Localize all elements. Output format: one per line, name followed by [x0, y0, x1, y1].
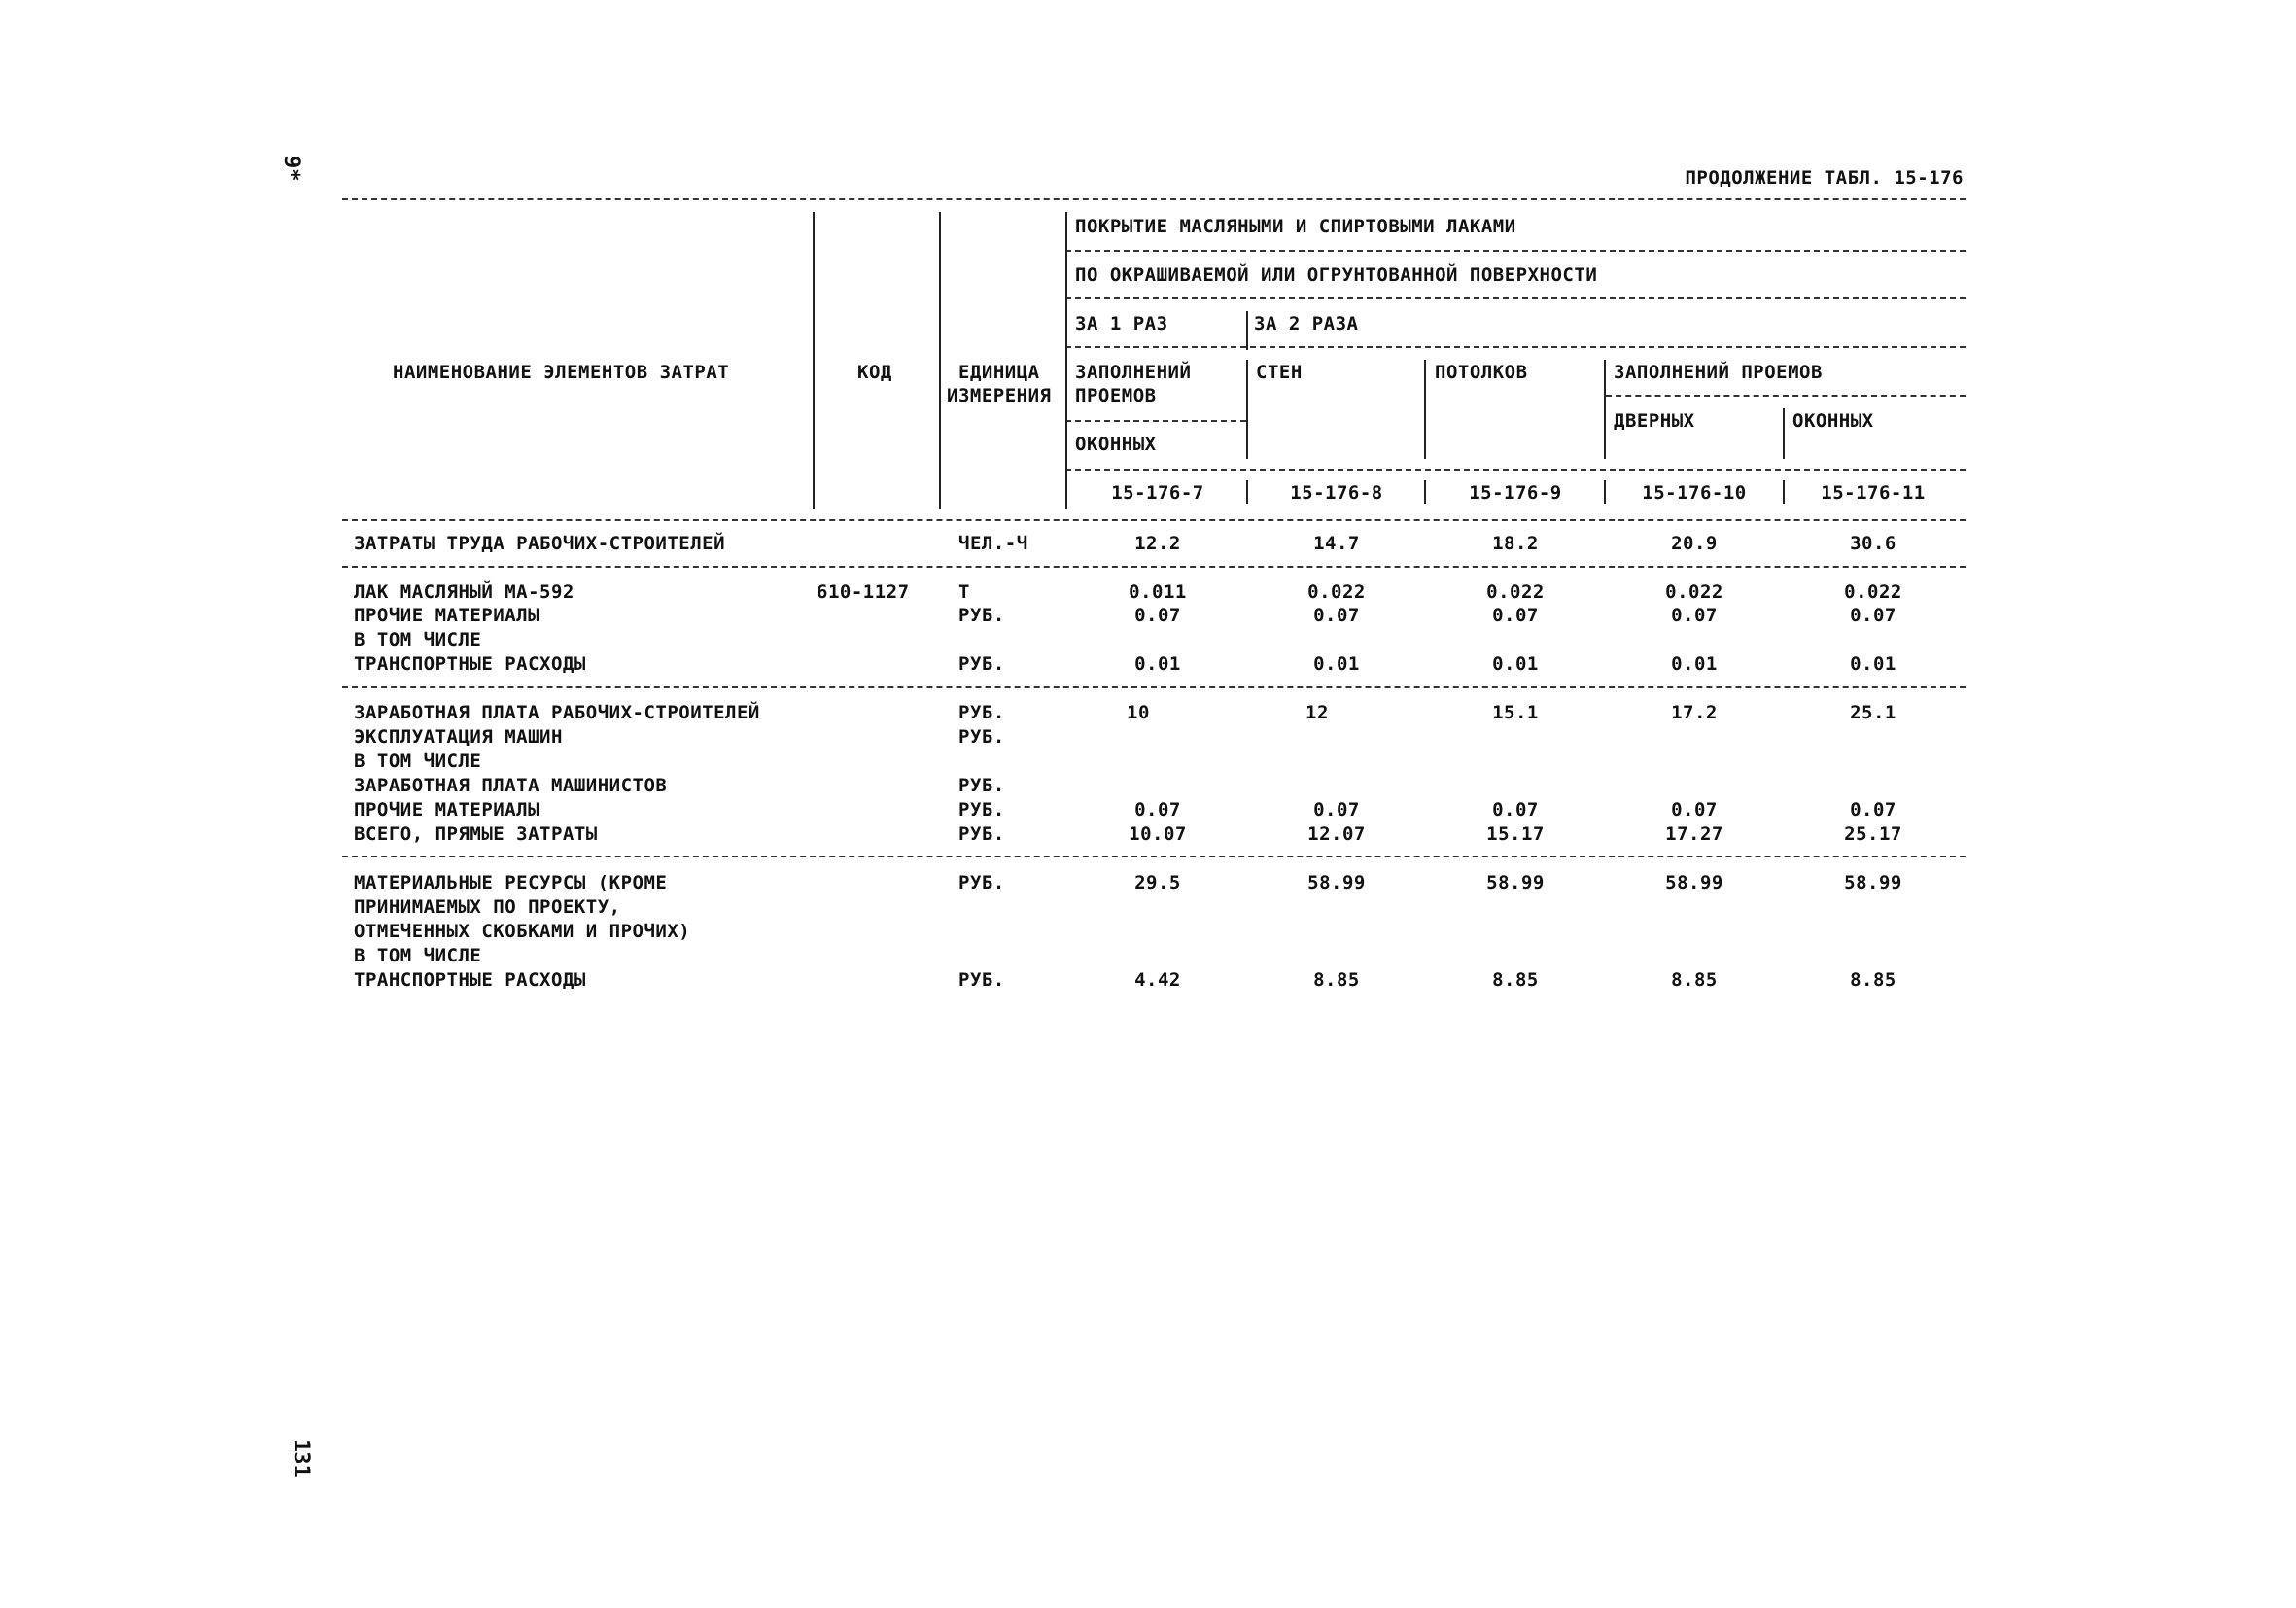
row-unit: РУБ.	[958, 702, 1005, 723]
row-value: 20.9	[1671, 533, 1718, 554]
rule-sec3	[342, 856, 1966, 857]
header-ceilings: ПОТОЛКОВ	[1435, 362, 1528, 383]
row-name: ЗАРАБОТНАЯ ПЛАТА РАБОЧИХ-СТРОИТЕЛЕЙ	[354, 702, 760, 723]
rule-h5	[1065, 420, 1246, 422]
header-unit-2: ИЗМЕРЕНИЯ	[947, 385, 1052, 406]
vrule-c4c	[1783, 480, 1785, 504]
header-windows-2: ОКОННЫХ	[1792, 410, 1874, 432]
header-code-4: 15-176-10	[1642, 482, 1747, 504]
vrule-c2c	[1424, 480, 1426, 504]
row-value: 15.1	[1492, 702, 1539, 723]
row-unit: РУБ.	[958, 823, 1005, 845]
row-value: 10.07	[1129, 823, 1187, 845]
row-name: ТРАНСПОРТНЫЕ РАСХОДЫ	[354, 969, 586, 991]
row-unit: РУБ.	[958, 872, 1005, 893]
row-name: ТРАНСПОРТНЫЕ РАСХОДЫ	[354, 653, 586, 675]
row-value: 8.85	[1850, 969, 1896, 991]
rule-h4	[1606, 395, 1966, 397]
row-name: ЭКСПЛУАТАЦИЯ МАШИН	[354, 726, 563, 748]
row-value: 12	[1305, 702, 1329, 723]
row-value: 58.99	[1665, 872, 1723, 893]
row-name: ПРОЧИЕ МАТЕРИАЛЫ	[354, 799, 540, 821]
header-fill-openings-1: ЗАПОЛНЕНИЙ	[1075, 362, 1192, 383]
row-value: 0.07	[1134, 605, 1181, 626]
margin-mark: 9*	[279, 156, 303, 182]
row-name: ОТМЕЧЕННЫХ СКОБКАМИ И ПРОЧИХ)	[354, 921, 691, 942]
row-value: 58.99	[1844, 872, 1902, 893]
row-value: 12.2	[1134, 533, 1181, 554]
row-value: 17.27	[1665, 823, 1723, 845]
rule-h1	[1065, 250, 1966, 252]
rule-sec2	[342, 686, 1966, 688]
header-name: НАИМЕНОВАНИЕ ЭЛЕМЕНТОВ ЗАТРАТ	[393, 362, 730, 383]
row-unit: РУБ.	[958, 726, 1005, 748]
row-name: МАТЕРИАЛЬНЫЕ РЕСУРСЫ (КРОМЕ	[354, 872, 668, 893]
row-value: 17.2	[1671, 702, 1718, 723]
header-group-2: ПО ОКРАШИВАЕМОЙ ИЛИ ОГРУНТОВАННОЙ ПОВЕРХНОСТИ	[1075, 264, 1598, 286]
vrule-c3c	[1604, 480, 1606, 504]
header-code-1: 15-176-7	[1111, 482, 1204, 504]
header-fill-openings-full: ЗАПОЛНЕНИЙ ПРОЕМОВ	[1614, 362, 1823, 383]
row-unit: РУБ.	[958, 775, 1005, 796]
header-doors: ДВЕРНЫХ	[1614, 410, 1695, 432]
row-value: 25.1	[1850, 702, 1896, 723]
vrule-c1	[1246, 311, 1248, 350]
row-value: 0.01	[1850, 653, 1896, 675]
row-name: ВСЕГО, ПРЯМЫЕ ЗАТРАТЫ	[354, 823, 598, 845]
vrule-c1b	[1246, 360, 1248, 459]
rule-top	[342, 198, 1966, 200]
row-value: 0.07	[1313, 605, 1360, 626]
rule-h6	[1065, 469, 1966, 471]
row-unit: ЧЕЛ.-Ч	[958, 533, 1028, 554]
header-code-5: 15-176-11	[1821, 482, 1926, 504]
row-value: 8.85	[1492, 969, 1539, 991]
row-value: 30.6	[1850, 533, 1896, 554]
row-value: 29.5	[1134, 872, 1181, 893]
row-value: 8.85	[1671, 969, 1718, 991]
row-unit: РУБ.	[958, 969, 1005, 991]
row-unit: РУБ.	[958, 653, 1005, 675]
row-value: 10	[1127, 702, 1150, 723]
header-code-2: 15-176-8	[1290, 482, 1383, 504]
row-value: 0.022	[1307, 581, 1366, 603]
row-value: 15.17	[1486, 823, 1545, 845]
row-value: 58.99	[1307, 872, 1366, 893]
row-unit: Т	[958, 581, 970, 603]
row-value: 8.85	[1313, 969, 1360, 991]
row-value: 0.022	[1844, 581, 1902, 603]
row-value: 0.01	[1671, 653, 1718, 675]
vrule-unit	[1065, 212, 1067, 509]
row-value: 0.07	[1671, 605, 1718, 626]
rule-sec1	[342, 566, 1966, 568]
vrule-c4	[1783, 408, 1785, 459]
header-unit-1: ЕДИНИЦА	[958, 362, 1040, 383]
row-name: ЗАТРАТЫ ТРУДА РАБОЧИХ-СТРОИТЕЛЕЙ	[354, 533, 726, 554]
row-value: 0.07	[1134, 799, 1181, 821]
header-once: ЗА 1 РАЗ	[1075, 313, 1168, 334]
row-value: 0.022	[1486, 581, 1545, 603]
vrule-c2	[1424, 360, 1426, 459]
vrule-code	[939, 212, 941, 509]
vrule-name	[813, 212, 815, 509]
rule-header-bottom	[342, 519, 1966, 521]
row-value: 0.01	[1313, 653, 1360, 675]
row-value: 0.07	[1313, 799, 1360, 821]
row-name: В ТОМ ЧИСЛЕ	[354, 751, 482, 772]
row-value: 18.2	[1492, 533, 1539, 554]
row-value: 0.07	[1850, 605, 1896, 626]
table-continuation-title: ПРОДОЛЖЕНИЕ ТАБЛ. 15-176	[1685, 167, 1964, 189]
row-unit: РУБ.	[958, 799, 1005, 821]
header-code: КОД	[857, 362, 892, 383]
row-value: 25.17	[1844, 823, 1902, 845]
row-value: 4.42	[1134, 969, 1181, 991]
row-value: 0.07	[1492, 605, 1539, 626]
row-value: 0.01	[1492, 653, 1539, 675]
row-value: 58.99	[1486, 872, 1545, 893]
row-value: 0.07	[1671, 799, 1718, 821]
row-name: ЗАРАБОТНАЯ ПЛАТА МАШИНИСТОВ	[354, 775, 668, 796]
header-twice: ЗА 2 РАЗА	[1254, 313, 1359, 334]
header-fill-openings-2: ПРОЕМОВ	[1075, 385, 1157, 406]
page-number: 131	[289, 1439, 313, 1478]
header-walls: СТЕН	[1256, 362, 1303, 383]
header-window: ОКОННЫХ	[1075, 434, 1157, 455]
row-value: 12.07	[1307, 823, 1366, 845]
rule-h3	[1065, 346, 1966, 348]
row-name: ЛАК МАСЛЯНЫЙ МА-592	[354, 581, 574, 603]
row-unit: РУБ.	[958, 605, 1005, 626]
rule-h2	[1065, 297, 1966, 299]
vrule-c1c	[1246, 480, 1248, 504]
row-code: 610-1127	[817, 581, 910, 603]
row-value: 0.07	[1492, 799, 1539, 821]
row-name: ПРИНИМАЕМЫХ ПО ПРОЕКТУ,	[354, 896, 621, 918]
row-value: 14.7	[1313, 533, 1360, 554]
header-code-3: 15-176-9	[1469, 482, 1562, 504]
row-value: 0.022	[1665, 581, 1723, 603]
row-value: 0.01	[1134, 653, 1181, 675]
row-value: 0.011	[1129, 581, 1187, 603]
row-name: В ТОМ ЧИСЛЕ	[354, 945, 482, 966]
row-value: 0.07	[1850, 799, 1896, 821]
row-name: В ТОМ ЧИСЛЕ	[354, 629, 482, 650]
vrule-c3	[1604, 360, 1606, 459]
header-group-1: ПОКРЫТИЕ МАСЛЯНЫМИ И СПИРТОВЫМИ ЛАКАМИ	[1075, 216, 1516, 237]
row-name: ПРОЧИЕ МАТЕРИАЛЫ	[354, 605, 540, 626]
